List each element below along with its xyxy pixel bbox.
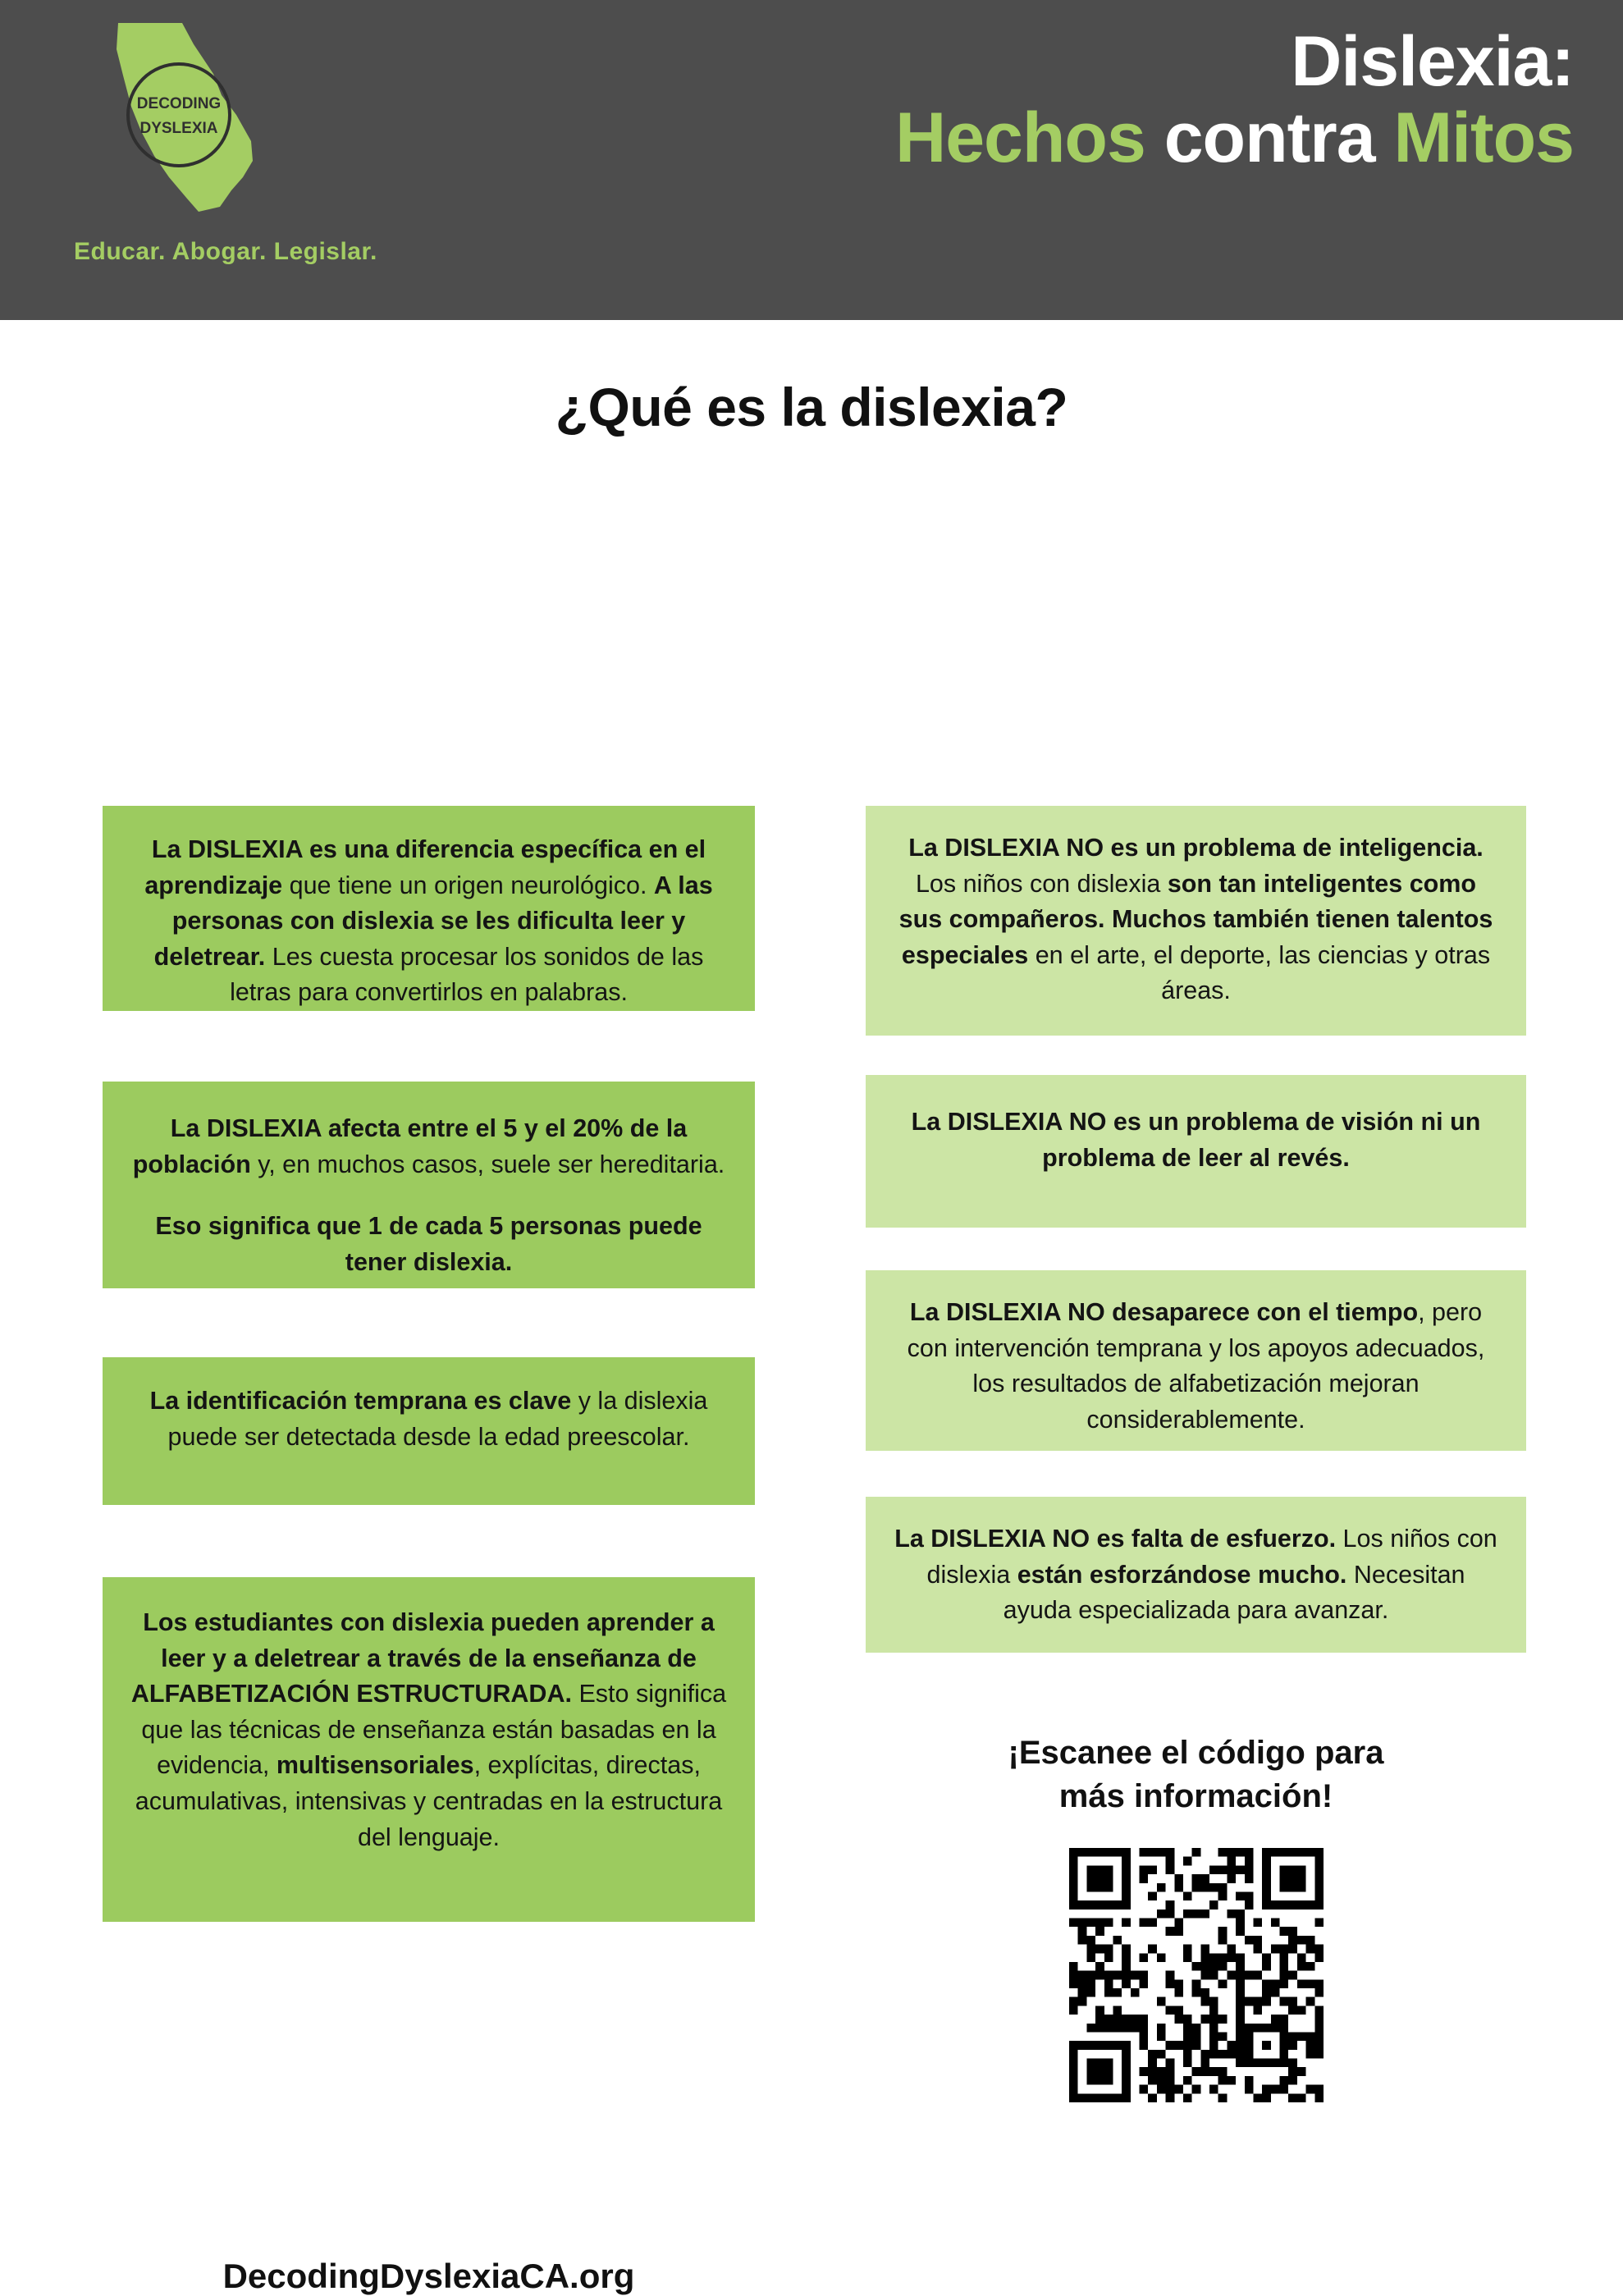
myth-card-outgrow: La DISLEXIA NO desaparece con el tiempo, pero con intervención temprana y los apoyos adecuados, los resultados de alfabetización mejoran considerablemente. <box>866 1270 1526 1451</box>
fact-card-structured-literacy: Los estudiantes con dislexia pueden aprender a leer y a deletrear a través de la enseñanza de ALFABETIZACIÓN ESTRUCTURADA. Esto significa que las técnicas de enseñanza están basadas en la evidencia, multisensoriales, explícitas, directas, acumulativas, intensivas y centradas en la estructura del lenguaje. <box>103 1577 755 1922</box>
scan-prompt-line2: más información! <box>1058 1778 1333 1815</box>
svg-text:DYSLEXIA: DYSLEXIA <box>139 120 218 137</box>
section-title: ¿Qué es la dislexia? <box>555 377 1068 437</box>
fact-card-early-identification: La identificación temprana es clave y la dislexia puede ser detectada desde la edad preescolar. <box>103 1357 755 1505</box>
qr-code-wrapper <box>866 1848 1526 2102</box>
page-title-line2 <box>548 98 1574 177</box>
svg-text:DECODING: DECODING <box>136 95 222 112</box>
logo-block <box>66 16 492 295</box>
page-title-line1: Dislexia: <box>1291 22 1574 101</box>
scan-prompt-line1: ¡Escanee el código para <box>1008 1735 1384 1771</box>
myth-card-effort: La DISLEXIA NO es falta de esfuerzo. Los niños con dislexia están esforzándose mucho. Necesitan ayuda especializada para avanzar. <box>866 1497 1526 1653</box>
facts-column <box>103 806 755 1922</box>
title-word-contra: contra <box>1164 98 1375 178</box>
myths-column <box>866 806 1526 2102</box>
qr-code-icon[interactable] <box>1069 1848 1324 2102</box>
fact-card-definition: La DISLEXIA es una diferencia específica en el aprendizaje que tiene un origen neurológico. A las personas con dislexia se les dificulta leer y deletrear. Les cuesta procesar los sonidos de las letras para convertirlos en palabras. <box>103 806 755 1011</box>
title-block <box>548 22 1574 178</box>
scan-prompt <box>866 1731 1526 1818</box>
title-word-hechos: Hechos <box>895 98 1145 178</box>
logo-tagline: Educar. Abogar. Legislar. <box>74 238 377 265</box>
myth-card-vision: La DISLEXIA NO es un problema de visión ni un problema de leer al revés. <box>866 1075 1526 1228</box>
page-body <box>0 320 1623 2295</box>
fact-card-prevalence: La DISLEXIA afecta entre el 5 y el 20% de la población y, en muchos casos, suele ser hereditaria. Eso significa que 1 de cada 5 personas puede tener dislexia. <box>103 1082 755 1288</box>
myth-card-intelligence: La DISLEXIA NO es un problema de inteligencia. Los niños con dislexia son tan inteligentes como sus compañeros. Muchos también tienen talentos especiales en el arte, el deporte, las ciencias y otras áreas. <box>866 806 1526 1036</box>
page-header <box>0 0 1623 320</box>
title-word-mitos: Mitos <box>1393 98 1574 178</box>
decoding-dyslexia-logo-icon <box>90 16 279 217</box>
website-url: DecodingDyslexiaCA.org <box>222 2257 635 2295</box>
